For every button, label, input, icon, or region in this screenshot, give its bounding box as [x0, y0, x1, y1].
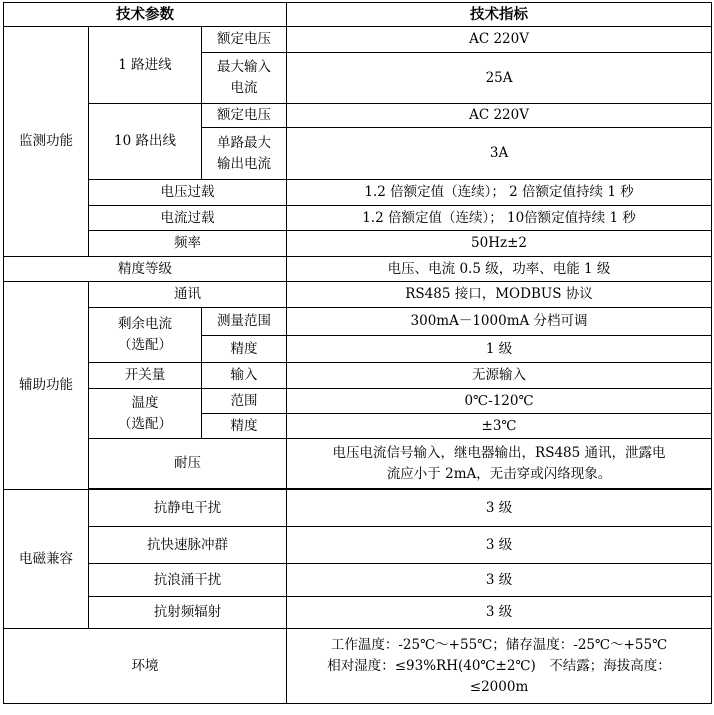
table-row: [4, 206, 712, 231]
header-param: 技术参数: [4, 3, 287, 27]
incoming-rated-voltage-value: AC 220V: [287, 27, 712, 53]
residual-range-label: 测量范围: [202, 308, 287, 336]
temperature-accuracy-label: 精度: [202, 414, 287, 439]
table-row: [4, 527, 712, 564]
outgoing-rated-voltage-value: AC 220V: [287, 104, 712, 128]
outgoing-max-current-label: 单路最大 输出电流: [202, 128, 287, 180]
table-row: [4, 389, 712, 414]
outgoing-max-current-value: 3A: [287, 128, 712, 180]
current-overload-value: 1.2 倍额定值（连续）； 10倍额定值持续 1 秒: [287, 206, 712, 231]
accuracy-class-label: 精度等级: [4, 257, 287, 282]
table-row: [4, 180, 712, 206]
residual-accuracy-value: 1 级: [287, 336, 712, 363]
table-row: [4, 257, 712, 282]
table-row: [4, 490, 712, 527]
voltage-overload-label: 电压过载: [89, 180, 287, 206]
environment-label: 环境: [4, 629, 287, 704]
table-row: [4, 27, 712, 53]
accuracy-class-value: 电压、电流 0.5 级，功率、电能 1 级: [287, 257, 712, 282]
temperature-accuracy-value: ±3℃: [287, 414, 712, 439]
auxiliary-label: 辅助功能: [4, 282, 89, 490]
frequency-label: 频率: [89, 231, 287, 257]
switch-input-label: 输入: [202, 363, 287, 389]
residual-current-label: 剩余电流 （选配）: [89, 308, 202, 363]
temperature-range-value: 0℃-120℃: [287, 389, 712, 414]
table-row: [4, 629, 712, 704]
withstand-voltage-value: 电压电流信号输入，继电器输出，RS485 通讯，泄露电 流应小于 2mA，无击穿或闪络现象。: [287, 439, 712, 489]
incoming-max-current-label: 最大输入 电流: [202, 53, 287, 104]
emc-label: 电磁兼容: [4, 490, 89, 629]
table-row: [4, 308, 712, 336]
outgoing-rated-voltage-label: 额定电压: [202, 104, 287, 128]
table-row: [4, 282, 712, 308]
temperature-range-label: 范围: [202, 389, 287, 414]
esd-label: 抗静电干扰: [89, 490, 287, 527]
table-row: [4, 439, 712, 489]
eft-label: 抗快速脉冲群: [89, 527, 287, 564]
header-spec: 技术指标: [287, 3, 712, 27]
surge-value: 3 级: [287, 564, 712, 597]
incoming-max-current-value: 25A: [287, 53, 712, 104]
table-row: [4, 231, 712, 257]
table-header-row: [4, 3, 712, 27]
temperature-label: 温度 （选配）: [89, 389, 202, 439]
switch-label: 开关量: [89, 363, 202, 389]
incoming-rated-voltage-label: 额定电压: [202, 27, 287, 53]
monitoring-label: 监测功能: [4, 27, 89, 257]
current-overload-label: 电流过载: [89, 206, 287, 231]
esd-value: 3 级: [287, 490, 712, 527]
spec-table: [3, 2, 712, 704]
environment-value: 工作温度：-25℃～+55℃；储存温度：-25℃～+55℃ 相对湿度：≤93%RH(40℃±2℃) 不结露；海拔高度： ≤2000m: [287, 629, 712, 704]
table-row: [4, 363, 712, 389]
residual-accuracy-label: 精度: [202, 336, 287, 363]
eft-value: 3 级: [287, 527, 712, 564]
voltage-overload-value: 1.2 倍额定值（连续）； 2 倍额定值持续 1 秒: [287, 180, 712, 206]
switch-input-value: 无源输入: [287, 363, 712, 389]
outgoing-line-label: 10 路出线: [89, 104, 202, 180]
withstand-voltage-label: 耐压: [89, 439, 287, 489]
table-row: [4, 597, 712, 629]
incoming-line-label: 1 路进线: [89, 27, 202, 104]
frequency-value: 50Hz±2: [287, 231, 712, 257]
comm-label: 通讯: [89, 282, 287, 308]
comm-value: RS485 接口，MODBUS 协议: [287, 282, 712, 308]
rf-label: 抗射频辐射: [89, 597, 287, 629]
surge-label: 抗浪涌干扰: [89, 564, 287, 597]
table-row: [4, 564, 712, 597]
table-row: [4, 104, 712, 128]
residual-range-value: 300mA－1000mA 分档可调: [287, 308, 712, 336]
rf-value: 3 级: [287, 597, 712, 629]
